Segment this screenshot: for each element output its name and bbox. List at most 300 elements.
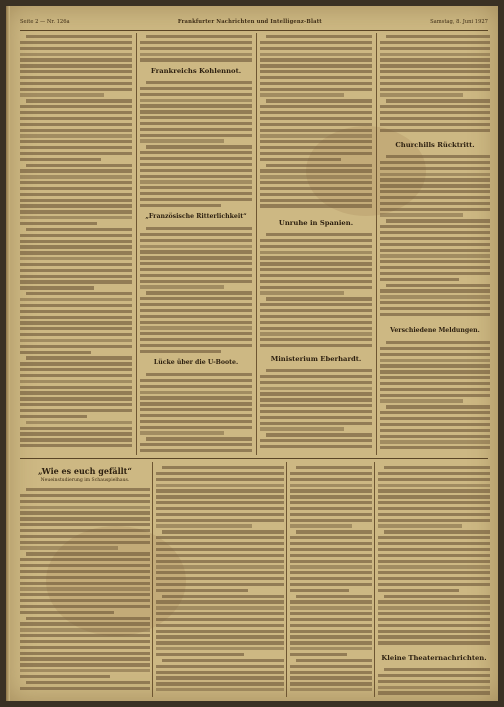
text-line bbox=[378, 513, 490, 516]
column-2-bottom bbox=[156, 462, 284, 697]
text-line bbox=[156, 612, 284, 615]
text-line bbox=[20, 88, 132, 91]
text-line bbox=[380, 423, 490, 426]
text-line bbox=[260, 53, 372, 56]
text-line bbox=[386, 99, 490, 102]
headline-eberhardt: Ministerium Eberhardt. bbox=[270, 355, 362, 363]
text-line bbox=[260, 140, 372, 143]
text-line bbox=[20, 158, 101, 161]
text-line bbox=[140, 274, 252, 277]
text-line bbox=[20, 611, 114, 614]
text-line bbox=[140, 431, 224, 434]
article-text-block bbox=[380, 155, 490, 319]
text-line bbox=[20, 657, 150, 660]
text-line bbox=[156, 606, 284, 609]
text-line bbox=[380, 254, 490, 257]
text-line bbox=[162, 659, 284, 662]
text-line bbox=[380, 353, 490, 356]
text-line bbox=[146, 437, 252, 440]
text-line bbox=[260, 239, 372, 242]
text-line bbox=[260, 332, 372, 335]
text-line bbox=[20, 403, 132, 406]
text-line bbox=[140, 99, 252, 102]
text-line bbox=[380, 370, 490, 373]
text-line bbox=[156, 472, 284, 475]
text-line bbox=[290, 495, 372, 498]
text-line bbox=[20, 204, 132, 207]
text-line bbox=[378, 472, 490, 475]
text-line bbox=[20, 397, 132, 400]
text-line bbox=[290, 583, 372, 586]
column-4-top bbox=[380, 33, 490, 455]
text-line bbox=[378, 484, 490, 487]
text-line bbox=[378, 542, 490, 545]
text-line bbox=[156, 524, 252, 527]
text-line bbox=[296, 659, 372, 662]
text-line bbox=[260, 251, 372, 254]
text-line bbox=[380, 411, 490, 414]
text-line bbox=[290, 682, 372, 685]
text-line bbox=[260, 47, 372, 50]
text-line bbox=[380, 123, 490, 126]
text-line bbox=[266, 164, 372, 167]
text-line bbox=[140, 385, 252, 388]
article-text-block bbox=[140, 35, 252, 64]
text-line bbox=[260, 422, 372, 425]
text-line bbox=[162, 466, 284, 469]
text-line bbox=[20, 310, 132, 313]
text-line bbox=[140, 186, 252, 189]
text-line bbox=[20, 511, 150, 514]
column-divider bbox=[374, 462, 375, 697]
text-line bbox=[156, 618, 284, 621]
text-line bbox=[20, 634, 150, 637]
text-line bbox=[378, 571, 490, 574]
column-1-top bbox=[20, 33, 132, 455]
article-text-block bbox=[140, 373, 252, 455]
text-line bbox=[140, 87, 252, 90]
text-line bbox=[290, 554, 372, 557]
text-line bbox=[140, 268, 252, 271]
text-line bbox=[140, 151, 252, 154]
text-line bbox=[156, 554, 284, 557]
text-line bbox=[20, 175, 132, 178]
text-line bbox=[20, 669, 150, 672]
text-line bbox=[140, 344, 252, 347]
text-line bbox=[20, 687, 150, 690]
text-line bbox=[20, 444, 132, 447]
text-line bbox=[290, 618, 372, 621]
text-line bbox=[380, 313, 490, 316]
text-line bbox=[20, 64, 132, 67]
text-line bbox=[140, 116, 252, 119]
headline-spanien: Unruhe in Spanien. bbox=[278, 219, 354, 227]
text-line bbox=[378, 565, 490, 568]
text-line bbox=[20, 117, 132, 120]
text-line bbox=[384, 668, 490, 671]
text-line bbox=[20, 111, 132, 114]
text-line bbox=[20, 251, 132, 254]
text-line bbox=[146, 227, 252, 230]
text-line bbox=[20, 327, 132, 330]
text-line bbox=[260, 193, 372, 196]
text-line bbox=[140, 250, 252, 253]
text-line bbox=[20, 386, 132, 389]
text-line bbox=[146, 373, 252, 376]
text-line bbox=[20, 529, 150, 532]
text-line bbox=[140, 309, 252, 312]
text-line bbox=[380, 376, 490, 379]
text-line bbox=[260, 398, 372, 401]
text-line bbox=[380, 435, 490, 438]
text-line bbox=[380, 237, 490, 240]
text-line bbox=[378, 478, 490, 481]
text-line bbox=[290, 519, 372, 522]
text-line bbox=[140, 58, 252, 61]
text-line bbox=[386, 155, 490, 158]
text-line bbox=[20, 58, 132, 61]
text-line bbox=[20, 576, 150, 579]
text-line bbox=[20, 427, 132, 430]
text-line bbox=[260, 262, 372, 265]
text-line bbox=[20, 216, 132, 219]
text-line bbox=[386, 405, 490, 408]
text-line bbox=[260, 344, 372, 347]
text-line bbox=[380, 272, 490, 275]
text-line bbox=[378, 691, 490, 694]
text-line bbox=[260, 427, 344, 430]
text-line bbox=[140, 391, 252, 394]
text-line bbox=[290, 536, 372, 539]
text-line bbox=[260, 375, 372, 378]
text-line bbox=[380, 347, 490, 350]
text-line bbox=[380, 278, 459, 281]
text-line bbox=[266, 369, 372, 372]
text-line bbox=[156, 484, 284, 487]
text-line bbox=[20, 123, 132, 126]
text-line bbox=[20, 593, 150, 596]
newspaper-page bbox=[6, 6, 498, 701]
text-line bbox=[140, 297, 252, 300]
text-line bbox=[260, 82, 372, 85]
text-line bbox=[20, 280, 132, 283]
text-line bbox=[378, 618, 490, 621]
text-line bbox=[156, 665, 284, 668]
text-line bbox=[380, 399, 463, 402]
header-masthead: Frankfurter Nachrichten und Intelligenz-Blatt bbox=[177, 19, 322, 25]
text-line bbox=[378, 641, 490, 644]
text-line bbox=[20, 222, 97, 225]
text-line bbox=[20, 646, 150, 649]
text-line bbox=[380, 167, 490, 170]
text-line bbox=[140, 426, 252, 429]
text-line bbox=[20, 432, 132, 435]
column-divider bbox=[286, 462, 287, 697]
text-line bbox=[378, 560, 490, 563]
text-line bbox=[156, 635, 284, 638]
text-line bbox=[156, 536, 284, 539]
text-line bbox=[260, 146, 372, 149]
text-line bbox=[156, 478, 284, 481]
text-line bbox=[146, 291, 252, 294]
text-line bbox=[378, 536, 490, 539]
text-line bbox=[140, 122, 252, 125]
text-line bbox=[266, 233, 372, 236]
text-line bbox=[380, 41, 490, 44]
text-line bbox=[140, 204, 221, 207]
text-line bbox=[260, 410, 372, 413]
text-line bbox=[146, 35, 252, 38]
text-line bbox=[156, 682, 284, 685]
text-line bbox=[20, 240, 132, 243]
text-line bbox=[20, 351, 91, 354]
text-line bbox=[380, 196, 490, 199]
text-line bbox=[20, 134, 132, 137]
text-line bbox=[156, 641, 284, 644]
text-line bbox=[290, 507, 372, 510]
text-line bbox=[156, 513, 284, 516]
text-line bbox=[380, 184, 490, 187]
article-text-block bbox=[20, 35, 132, 450]
text-line bbox=[380, 249, 490, 252]
text-line bbox=[260, 280, 372, 283]
text-line bbox=[260, 291, 344, 294]
text-line bbox=[140, 139, 224, 142]
text-line bbox=[162, 595, 284, 598]
text-line bbox=[380, 364, 490, 367]
text-line bbox=[140, 104, 252, 107]
text-line bbox=[20, 193, 132, 196]
text-line bbox=[20, 599, 150, 602]
text-line bbox=[290, 606, 372, 609]
text-line bbox=[140, 280, 252, 283]
text-line bbox=[140, 192, 252, 195]
text-line bbox=[26, 421, 132, 424]
text-line bbox=[20, 129, 132, 132]
text-line bbox=[260, 416, 372, 419]
headline-u-boote: Lücke über die U-Boote. bbox=[153, 359, 239, 366]
text-line bbox=[380, 82, 490, 85]
text-line bbox=[260, 404, 372, 407]
text-line bbox=[260, 187, 372, 190]
text-line bbox=[380, 117, 490, 120]
text-line bbox=[20, 93, 104, 96]
text-line bbox=[260, 387, 372, 390]
text-line bbox=[378, 501, 490, 504]
column-divider bbox=[256, 33, 257, 455]
text-line bbox=[20, 169, 132, 172]
text-line bbox=[380, 70, 490, 73]
text-line bbox=[140, 239, 252, 242]
text-line bbox=[260, 93, 344, 96]
text-line bbox=[20, 234, 132, 237]
text-line bbox=[386, 341, 490, 344]
text-line bbox=[26, 228, 132, 231]
text-line bbox=[260, 381, 372, 384]
text-line bbox=[26, 292, 132, 295]
text-line bbox=[20, 541, 150, 544]
text-line bbox=[380, 382, 490, 385]
text-line bbox=[378, 635, 490, 638]
text-line bbox=[386, 35, 490, 38]
text-line bbox=[380, 266, 490, 269]
text-line bbox=[140, 110, 252, 113]
text-line bbox=[140, 47, 252, 50]
text-line bbox=[20, 663, 150, 666]
text-line bbox=[260, 338, 372, 341]
text-line bbox=[140, 256, 252, 259]
text-line bbox=[20, 321, 132, 324]
text-line bbox=[260, 204, 372, 207]
text-line bbox=[266, 297, 372, 300]
text-line bbox=[380, 429, 490, 432]
text-line bbox=[20, 82, 132, 85]
headline-ritterlichkeit: „Französische Ritterlichkeit“ bbox=[145, 213, 247, 220]
text-line bbox=[20, 269, 132, 272]
text-line bbox=[20, 362, 132, 365]
text-line bbox=[260, 105, 372, 108]
text-line bbox=[380, 64, 490, 67]
text-line bbox=[20, 675, 110, 678]
text-line bbox=[378, 548, 490, 551]
text-line bbox=[260, 64, 372, 67]
text-line bbox=[378, 507, 490, 510]
text-line bbox=[384, 595, 490, 598]
text-line bbox=[140, 233, 252, 236]
article-text-block bbox=[140, 227, 252, 356]
text-line bbox=[290, 688, 372, 691]
text-line bbox=[20, 640, 150, 643]
article-text-block bbox=[20, 488, 150, 693]
text-line bbox=[156, 630, 284, 633]
text-line bbox=[378, 612, 490, 615]
text-line bbox=[140, 180, 252, 183]
text-line bbox=[260, 76, 372, 79]
text-line bbox=[140, 332, 252, 335]
text-line bbox=[156, 577, 284, 580]
text-line bbox=[296, 466, 372, 469]
text-line bbox=[290, 600, 372, 603]
text-line bbox=[378, 489, 490, 492]
text-line bbox=[266, 35, 372, 38]
text-line bbox=[140, 285, 224, 288]
text-line bbox=[140, 420, 252, 423]
text-line bbox=[266, 433, 372, 436]
text-line bbox=[140, 379, 252, 382]
text-line bbox=[156, 647, 284, 650]
text-line bbox=[140, 449, 252, 452]
text-line bbox=[140, 245, 252, 248]
text-line bbox=[20, 564, 150, 567]
text-line bbox=[260, 129, 372, 132]
text-line bbox=[380, 231, 490, 234]
text-line bbox=[20, 47, 132, 50]
column-3-top bbox=[260, 33, 372, 455]
text-line bbox=[260, 41, 372, 44]
text-line bbox=[20, 298, 132, 301]
text-line bbox=[260, 58, 372, 61]
text-line bbox=[20, 187, 132, 190]
text-line bbox=[290, 647, 372, 650]
text-line bbox=[290, 524, 352, 527]
text-line bbox=[140, 134, 252, 137]
text-line bbox=[290, 577, 372, 580]
text-line bbox=[156, 501, 284, 504]
text-line bbox=[140, 402, 252, 405]
text-line bbox=[260, 134, 372, 137]
headline-kohlennot: Frankreichs Kohlennot. bbox=[150, 67, 242, 75]
text-line bbox=[380, 47, 490, 50]
header-date: Samstag, 8. Juni 1927 bbox=[430, 19, 488, 25]
text-line bbox=[260, 123, 372, 126]
column-2-top bbox=[140, 33, 252, 455]
text-line bbox=[380, 129, 490, 132]
text-line bbox=[386, 284, 490, 287]
text-line bbox=[156, 676, 284, 679]
text-line bbox=[20, 582, 150, 585]
text-line bbox=[140, 414, 252, 417]
text-line bbox=[20, 76, 132, 79]
text-line bbox=[260, 175, 372, 178]
text-line bbox=[162, 530, 284, 533]
column-divider bbox=[136, 33, 137, 455]
text-line bbox=[20, 105, 132, 108]
text-line bbox=[380, 202, 490, 205]
text-line bbox=[290, 671, 372, 674]
text-line bbox=[290, 653, 347, 656]
text-line bbox=[20, 41, 132, 44]
text-line bbox=[380, 289, 490, 292]
text-line bbox=[156, 542, 284, 545]
text-line bbox=[260, 256, 372, 259]
article-text-block bbox=[378, 668, 490, 697]
text-line bbox=[140, 315, 252, 318]
text-line bbox=[20, 368, 132, 371]
column-3-bottom bbox=[290, 462, 372, 697]
text-line bbox=[380, 76, 490, 79]
text-line bbox=[20, 257, 132, 260]
text-line bbox=[380, 88, 490, 91]
text-line bbox=[156, 653, 244, 656]
text-line bbox=[260, 70, 372, 73]
text-line bbox=[140, 41, 252, 44]
text-line bbox=[140, 128, 252, 131]
text-line bbox=[290, 548, 372, 551]
text-line bbox=[20, 245, 132, 248]
text-line bbox=[140, 443, 252, 446]
text-line bbox=[380, 260, 490, 263]
page-header bbox=[20, 16, 488, 28]
text-line bbox=[140, 53, 252, 56]
headline-meldungen: Verschiedene Meldungen. bbox=[390, 327, 480, 334]
text-line bbox=[20, 523, 150, 526]
text-line bbox=[140, 408, 252, 411]
text-line bbox=[20, 210, 132, 213]
text-line bbox=[380, 243, 490, 246]
text-line bbox=[380, 417, 490, 420]
text-line bbox=[20, 494, 150, 497]
text-line bbox=[156, 688, 284, 691]
text-line bbox=[20, 587, 150, 590]
text-line bbox=[20, 570, 150, 573]
text-line bbox=[20, 152, 132, 155]
text-line bbox=[378, 495, 490, 498]
column-divider bbox=[152, 462, 153, 697]
text-line bbox=[296, 530, 372, 533]
text-line bbox=[20, 374, 132, 377]
text-line bbox=[156, 495, 284, 498]
text-line bbox=[140, 163, 252, 166]
